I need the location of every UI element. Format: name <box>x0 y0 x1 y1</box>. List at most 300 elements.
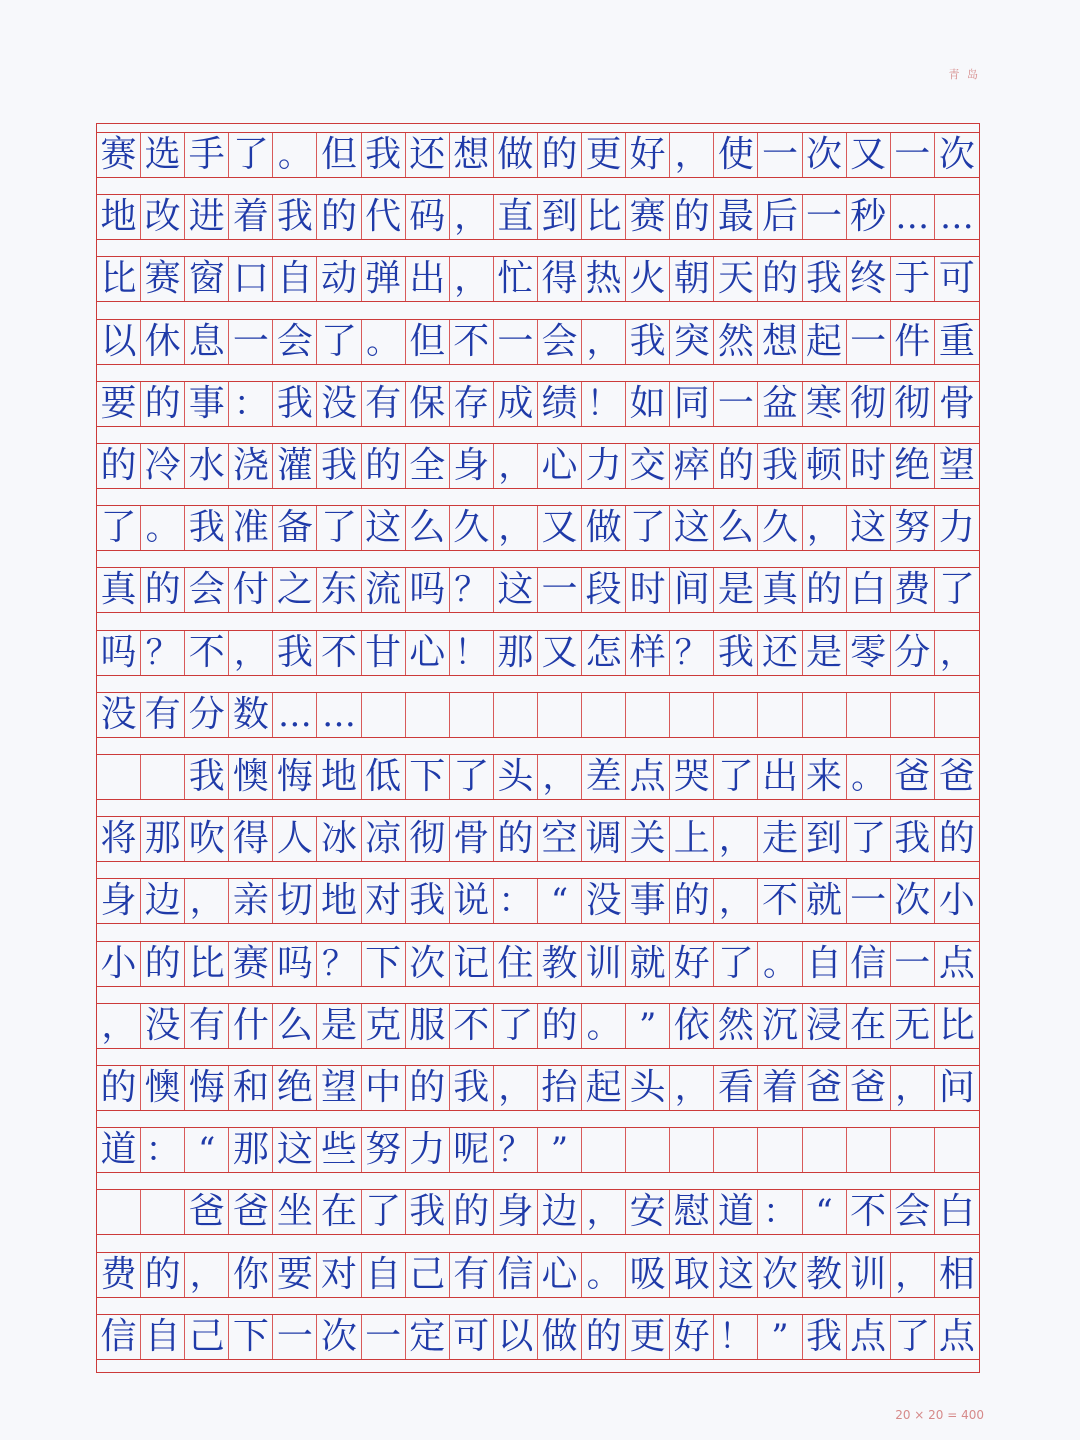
essay-line <box>97 630 979 676</box>
grid-cell: 绝 <box>273 1066 317 1110</box>
grid-cell: 悔 <box>273 755 317 799</box>
grid-cell: 以 <box>494 1315 538 1359</box>
essay-line <box>97 941 979 987</box>
grid-cell: 心 <box>538 444 582 488</box>
grid-cell: ： <box>758 1190 802 1234</box>
grid-cell: “ <box>803 1190 847 1234</box>
grid-cell: 怎 <box>582 631 626 675</box>
grid-cell: 。 <box>362 320 406 364</box>
grid-cell: ” <box>626 1004 670 1048</box>
grid-cell <box>582 1128 626 1172</box>
essay-line <box>97 319 979 365</box>
grid-cell: 还 <box>406 133 450 177</box>
grid-cell: 信 <box>847 942 891 986</box>
grid-cell: 到 <box>803 817 847 861</box>
grid-cell: 有 <box>450 1253 494 1297</box>
grid-cell: 点 <box>938 942 975 984</box>
grid-cell: 分 <box>185 693 229 737</box>
grid-cell: 抬 <box>538 1066 582 1110</box>
grid-cell: 地 <box>97 195 141 239</box>
grid-cell <box>626 1128 670 1172</box>
grid-cell: 这 <box>670 506 714 550</box>
grid-cell: 爸 <box>847 1066 891 1110</box>
grid-cell: 的 <box>938 818 975 860</box>
grid-cell: 爸 <box>891 755 935 799</box>
grid-cell: 使 <box>714 133 758 177</box>
grid-cell: 点 <box>626 755 670 799</box>
grid-cell: 了 <box>317 506 361 550</box>
grid-cell: 我 <box>273 382 317 426</box>
grid-cell: 这 <box>362 506 406 550</box>
grid-cell: “ <box>185 1128 229 1172</box>
grid-cell: 交 <box>626 444 670 488</box>
grid-cell: … <box>939 197 974 238</box>
grid-cell: 的 <box>141 942 185 986</box>
grid-cell: ， <box>450 195 494 239</box>
essay-line <box>97 1314 979 1360</box>
grid-cell: 一 <box>229 320 273 364</box>
grid-cell: 如 <box>626 382 670 426</box>
grid-cell: ， <box>494 506 538 550</box>
grid-cell: 下 <box>406 755 450 799</box>
footer-mark: 20 × 20 = 400 <box>895 1408 984 1422</box>
grid-cell: 久 <box>758 506 802 550</box>
grid-cell: 一 <box>803 195 847 239</box>
grid-cell: 事 <box>626 879 670 923</box>
grid-cell: 到 <box>538 195 582 239</box>
grid-cell: 一 <box>758 133 802 177</box>
grid-cell: 己 <box>406 1253 450 1297</box>
grid-cell: 顿 <box>803 444 847 488</box>
grid-cell: 东 <box>317 568 361 612</box>
grid-cell <box>758 693 802 737</box>
grid-cell: 然 <box>714 1004 758 1048</box>
grid-cell: ， <box>714 817 758 861</box>
grid-cell: 悔 <box>185 1066 229 1110</box>
grid-cell: 我 <box>273 631 317 675</box>
grid-cell: 身 <box>494 1190 538 1234</box>
grid-cell: 和 <box>229 1066 273 1110</box>
grid-cell: 说 <box>450 879 494 923</box>
grid-cell: ， <box>494 444 538 488</box>
grid-cell: 骨 <box>450 817 494 861</box>
grid-cell: 关 <box>626 817 670 861</box>
grid-cell: 段 <box>582 568 626 612</box>
grid-cell: 的 <box>141 568 185 612</box>
grid-cell: 还 <box>758 631 802 675</box>
essay-line <box>97 443 979 489</box>
grid-cell <box>891 1128 935 1172</box>
essay-line <box>97 1003 979 1049</box>
grid-cell: 赛 <box>141 257 185 301</box>
grid-cell: 于 <box>891 257 935 301</box>
grid-cell: 一 <box>847 879 891 923</box>
grid-cell: 做 <box>538 1315 582 1359</box>
grid-cell <box>362 693 406 737</box>
essay-line <box>97 256 979 302</box>
essay-line <box>97 1127 979 1173</box>
grid-cell: 同 <box>670 382 714 426</box>
grid-cell: 最 <box>714 195 758 239</box>
grid-cell: 我 <box>626 320 670 364</box>
grid-cell: 的 <box>406 1066 450 1110</box>
grid-cell: 全 <box>406 444 450 488</box>
grid-cell: 不 <box>758 879 802 923</box>
grid-cell: 动 <box>317 257 361 301</box>
grid-cell: 天 <box>714 257 758 301</box>
grid-cell: 绝 <box>891 444 935 488</box>
grid-cell: 努 <box>362 1128 406 1172</box>
grid-cell: 问 <box>938 1067 975 1108</box>
grid-cell: 盆 <box>758 382 802 426</box>
grid-cell: 么 <box>714 506 758 550</box>
grid-cell: 可 <box>938 258 975 300</box>
grid-cell: 不 <box>317 631 361 675</box>
grid-cell: 教 <box>803 1253 847 1297</box>
grid-cell: 了 <box>714 942 758 986</box>
grid-cell: ， <box>891 1066 935 1110</box>
grid-cell: 好 <box>670 942 714 986</box>
grid-cell: 真 <box>97 568 141 612</box>
grid-cell: 有 <box>141 693 185 737</box>
grid-cell: 自 <box>273 257 317 301</box>
grid-cell: 又 <box>847 133 891 177</box>
grid-cell <box>538 693 582 737</box>
grid-cell: 吗 <box>406 568 450 612</box>
grid-cell: 走 <box>758 817 802 861</box>
grid-cell: 差 <box>582 755 626 799</box>
grid-cell: 中 <box>362 1066 406 1110</box>
grid-cell: 甘 <box>362 631 406 675</box>
grid-cell: 码 <box>406 195 450 239</box>
grid-cell: 服 <box>406 1004 450 1048</box>
grid-cell: 地 <box>317 879 361 923</box>
grid-cell: 好 <box>670 1315 714 1359</box>
grid-cell: 我 <box>803 257 847 301</box>
grid-cell: ， <box>185 879 229 923</box>
grid-cell: 休 <box>141 320 185 364</box>
grid-cell: 我 <box>317 444 361 488</box>
grid-cell: 赛 <box>626 195 670 239</box>
essay-line <box>97 1065 979 1111</box>
grid-cell: 久 <box>450 506 494 550</box>
grid-cell: 然 <box>714 320 758 364</box>
grid-cell: 了 <box>494 1004 538 1048</box>
grid-cell: 分 <box>891 631 935 675</box>
grid-cell: 起 <box>803 320 847 364</box>
grid-cell: 我 <box>803 1315 847 1359</box>
grid-cell: 进 <box>185 195 229 239</box>
grid-cell: 那 <box>141 817 185 861</box>
grid-cell: … <box>317 693 361 737</box>
grid-cell: 下 <box>362 942 406 986</box>
essay-line <box>97 132 979 178</box>
grid-cell: 做 <box>494 133 538 177</box>
grid-cell: 的 <box>538 1004 582 1048</box>
grid-cell: 又 <box>538 631 582 675</box>
grid-cell: 流 <box>362 568 406 612</box>
essay-line <box>97 816 979 862</box>
grid-cell: 什 <box>229 1004 273 1048</box>
grid-cell: ， <box>538 755 582 799</box>
grid-cell: 了 <box>626 506 670 550</box>
grid-cell: 道 <box>97 1128 141 1172</box>
grid-cell <box>406 693 450 737</box>
grid-cell: 上 <box>670 817 714 861</box>
grid-cell: 。 <box>273 133 317 177</box>
grid-cell: 彻 <box>406 817 450 861</box>
grid-cell: 这 <box>494 568 538 612</box>
grid-cell: … <box>891 195 935 239</box>
essay-line <box>97 1252 979 1298</box>
grid-cell: 存 <box>450 382 494 426</box>
grid-cell: 火 <box>626 257 670 301</box>
grid-cell: ： <box>229 382 273 426</box>
grid-cell <box>935 693 979 737</box>
grid-cell <box>847 693 891 737</box>
grid-cell: 取 <box>670 1253 714 1297</box>
grid-cell: ， <box>582 320 626 364</box>
grid-cell: 慰 <box>670 1190 714 1234</box>
grid-cell: 切 <box>273 879 317 923</box>
manuscript-grid <box>96 123 980 1373</box>
grid-cell <box>670 693 714 737</box>
grid-cell: 自 <box>362 1253 406 1297</box>
grid-cell: 边 <box>538 1190 582 1234</box>
grid-cell: 一 <box>538 568 582 612</box>
grid-cell: 更 <box>582 133 626 177</box>
grid-cell <box>847 1128 891 1172</box>
grid-cell: 又 <box>538 506 582 550</box>
grid-cell: 白 <box>938 1191 975 1233</box>
essay-line <box>97 567 979 613</box>
grid-cell: 头 <box>494 755 538 799</box>
essay-line <box>97 194 979 240</box>
grid-cell: ？ <box>494 1128 538 1172</box>
grid-cell: 不 <box>185 631 229 675</box>
grid-cell: ？ <box>317 942 361 986</box>
grid-cell: ” <box>538 1128 582 1172</box>
grid-cell: 人 <box>273 817 317 861</box>
grid-cell: 的 <box>362 444 406 488</box>
grid-cell <box>714 1128 758 1172</box>
grid-cell: 的 <box>141 1253 185 1297</box>
grid-cell: 了 <box>229 133 273 177</box>
grid-cell: 热 <box>582 257 626 301</box>
grid-cell: 做 <box>582 506 626 550</box>
grid-cell: 没 <box>582 879 626 923</box>
grid-cell: 得 <box>538 257 582 301</box>
grid-cell: 秒 <box>847 195 891 239</box>
grid-cell: 训 <box>582 942 626 986</box>
grid-cell: 的 <box>141 382 185 426</box>
grid-cell: 呢 <box>450 1128 494 1172</box>
grid-cell: 出 <box>758 755 802 799</box>
grid-cell: 相 <box>938 1253 975 1295</box>
grid-cell: “ <box>538 879 582 923</box>
essay-line <box>97 1189 979 1235</box>
grid-cell: 那 <box>494 631 538 675</box>
grid-cell: 没 <box>317 382 361 426</box>
grid-cell: ！ <box>714 1315 758 1359</box>
grid-cell: 件 <box>891 320 935 364</box>
grid-cell: 爸 <box>938 756 975 797</box>
header-mark: 青 岛 <box>948 68 980 81</box>
grid-cell: 哭 <box>670 755 714 799</box>
grid-cell: 浸 <box>803 1004 847 1048</box>
grid-cell: 直 <box>494 195 538 239</box>
grid-cell: 得 <box>229 817 273 861</box>
grid-cell: ， <box>670 133 714 177</box>
grid-cell: 突 <box>670 320 714 364</box>
grid-cell <box>803 1128 847 1172</box>
grid-cell: 将 <box>97 817 141 861</box>
grid-cell: 次 <box>758 1253 802 1297</box>
grid-cell: 了 <box>97 506 141 550</box>
grid-cell: 窗 <box>185 257 229 301</box>
grid-cell: 想 <box>758 320 802 364</box>
grid-cell: 的 <box>758 257 802 301</box>
grid-cell: 比 <box>97 257 141 301</box>
grid-cell: ， <box>803 506 847 550</box>
grid-cell: 调 <box>582 817 626 861</box>
grid-cell: 但 <box>406 320 450 364</box>
grid-cell: 定 <box>406 1315 450 1359</box>
grid-cell: 浇 <box>229 444 273 488</box>
grid-cell: 会 <box>891 1190 935 1234</box>
grid-cell: 瘁 <box>670 444 714 488</box>
grid-cell: 吗 <box>97 631 141 675</box>
grid-cell: 的 <box>803 568 847 612</box>
grid-cell: 这 <box>273 1128 317 1172</box>
grid-cell: 力 <box>406 1128 450 1172</box>
grid-cell <box>758 1128 802 1172</box>
grid-cell: 我 <box>185 755 229 799</box>
grid-cell: 沉 <box>758 1004 802 1048</box>
grid-cell: 后 <box>758 195 802 239</box>
essay-line <box>97 692 979 738</box>
grid-cell: 样 <box>626 631 670 675</box>
grid-cell: 头 <box>626 1066 670 1110</box>
grid-cell: 是 <box>714 568 758 612</box>
grid-cell: 彻 <box>891 382 935 426</box>
grid-cell: 了 <box>362 1190 406 1234</box>
grid-cell: 的 <box>670 879 714 923</box>
essay-line <box>97 381 979 427</box>
grid-cell: ， <box>670 1066 714 1110</box>
grid-cell: ？ <box>670 631 714 675</box>
grid-cell: ， <box>582 1190 626 1234</box>
grid-cell: 更 <box>626 1315 670 1359</box>
grid-cell: ， <box>229 631 273 675</box>
grid-cell: 一 <box>714 382 758 426</box>
grid-cell: 的 <box>538 133 582 177</box>
grid-cell: 自 <box>141 1315 185 1359</box>
grid-cell: ？ <box>141 631 185 675</box>
grid-cell: 自 <box>803 942 847 986</box>
grid-cell: 来 <box>803 755 847 799</box>
grid-cell: 这 <box>714 1253 758 1297</box>
grid-cell <box>891 693 935 737</box>
grid-cell: 亲 <box>229 879 273 923</box>
grid-cell: ， <box>494 1066 538 1110</box>
grid-cell: 了 <box>714 755 758 799</box>
grid-cell: 比 <box>582 195 626 239</box>
grid-cell: 会 <box>273 320 317 364</box>
grid-cell: 间 <box>670 568 714 612</box>
grid-cell: 次 <box>317 1315 361 1359</box>
grid-cell <box>141 1190 185 1234</box>
grid-cell: 的 <box>670 195 714 239</box>
grid-cell: 的 <box>494 817 538 861</box>
grid-cell: 寒 <box>803 382 847 426</box>
grid-cell: 起 <box>582 1066 626 1110</box>
grid-cell: ， <box>714 879 758 923</box>
grid-cell: 代 <box>362 195 406 239</box>
grid-cell: 爸 <box>185 1190 229 1234</box>
grid-cell: 心 <box>406 631 450 675</box>
grid-cell: ： <box>141 1128 185 1172</box>
grid-cell: 一 <box>891 942 935 986</box>
grid-cell: 心 <box>538 1253 582 1297</box>
grid-cell <box>450 693 494 737</box>
grid-cell <box>803 693 847 737</box>
grid-cell: 选 <box>141 133 185 177</box>
grid-cell: ！ <box>450 631 494 675</box>
grid-cell: 力 <box>582 444 626 488</box>
grid-cell: 冰 <box>317 817 361 861</box>
grid-cell: 的 <box>714 444 758 488</box>
grid-cell: 的 <box>582 1315 626 1359</box>
grid-cell: 记 <box>450 942 494 986</box>
grid-cell: 低 <box>362 755 406 799</box>
grid-cell: 了 <box>891 1315 935 1359</box>
grid-cell: 赛 <box>229 942 273 986</box>
grid-cell: 努 <box>891 506 935 550</box>
grid-cell: … <box>273 693 317 737</box>
grid-cell: 比 <box>185 942 229 986</box>
grid-cell: 之 <box>273 568 317 612</box>
grid-cell: 不 <box>450 1004 494 1048</box>
grid-cell: 住 <box>494 942 538 986</box>
grid-cell: 会 <box>185 568 229 612</box>
grid-cell: 我 <box>406 1190 450 1234</box>
grid-cell: 无 <box>891 1004 935 1048</box>
grid-cell: 是 <box>803 631 847 675</box>
grid-cell: 保 <box>406 382 450 426</box>
grid-cell: 口 <box>229 257 273 301</box>
grid-cell: 对 <box>362 879 406 923</box>
grid-cell: 就 <box>803 879 847 923</box>
grid-cell: 时 <box>847 444 891 488</box>
grid-cell: 次 <box>891 879 935 923</box>
grid-cell: 。 <box>141 506 185 550</box>
grid-cell: 懊 <box>229 755 273 799</box>
grid-cell: 你 <box>229 1253 273 1297</box>
grid-cell: ！ <box>582 382 626 426</box>
grid-cell <box>97 755 141 799</box>
grid-cell: 坐 <box>273 1190 317 1234</box>
grid-cell: 付 <box>229 568 273 612</box>
grid-cell: 想 <box>450 133 494 177</box>
grid-cell: 但 <box>317 133 361 177</box>
grid-cell: ， <box>185 1253 229 1297</box>
grid-cell: 望 <box>317 1066 361 1110</box>
grid-cell: 的 <box>317 195 361 239</box>
grid-cell: 么 <box>273 1004 317 1048</box>
grid-cell: 依 <box>670 1004 714 1048</box>
grid-cell: 冷 <box>141 444 185 488</box>
